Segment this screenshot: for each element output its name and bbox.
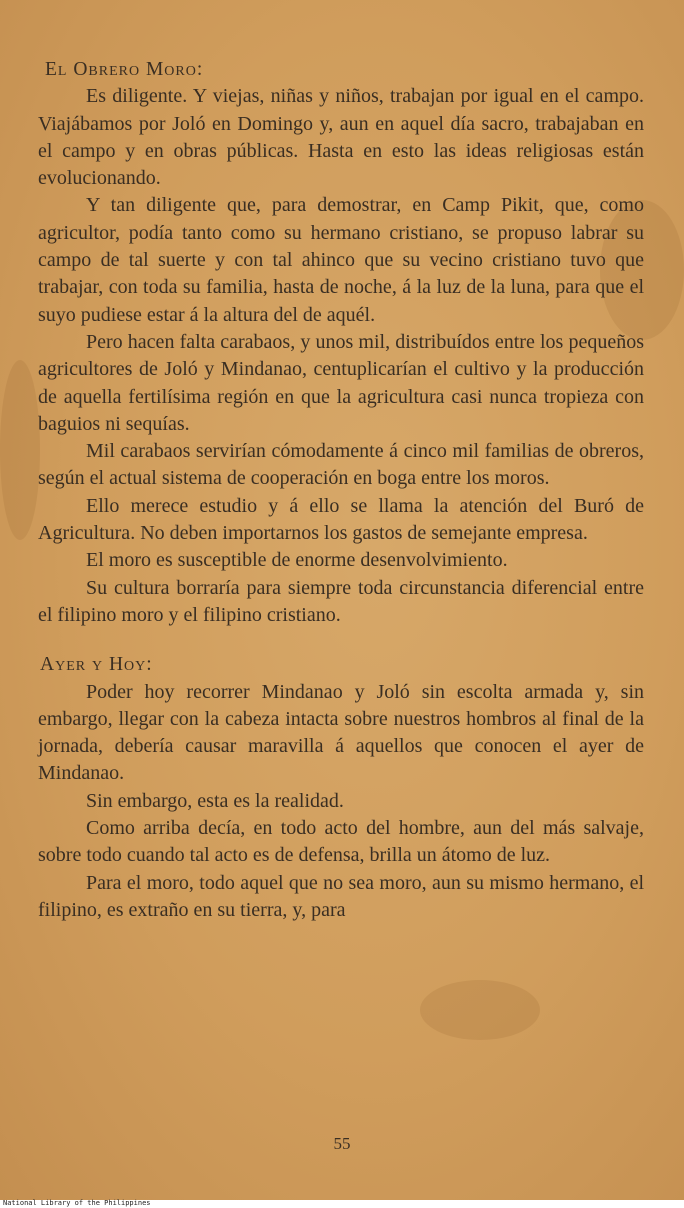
paragraph: Pero hacen falta carabaos, y unos mil, distribuídos entre los pequeños agricultores de Joló y Mindanao, centuplicarían el cultivo y la producción de aquella fertilísima región en que la agricultura casi nunca tropieza con baguios ni sequías.	[38, 330, 644, 435]
paragraph: Su cultura borraría para siempre toda circunstancia diferencial entre el filipino moro y el filipino cristiano.	[38, 576, 644, 626]
footer-bar	[0, 1200, 684, 1208]
paragraph: Sin embargo, esta es la realidad.	[86, 789, 344, 812]
stain	[420, 980, 540, 1040]
paragraph: Como arriba decía, en todo acto del hombre, aun del más salvaje, sobre todo cuando tal acto es de defensa, brilla un átomo de luz.	[38, 817, 644, 867]
section-heading: El Obrero Moro:	[45, 59, 204, 80]
paragraph: Ello merece estudio y á ello se llama la atención del Buró de Agricultura. No deben importarnos los gastos de semejante empresa.	[38, 494, 644, 545]
paragraph: Y tan diligente que, para demostrar, en Camp Pikit, que, como agricultor, podía tanto como su hermano cristiano, se propuso labrar su campo de tal suerte y con tal ahinco que su vecino cristiano tuvo que trabajar, con toda su familia, hasta de noche, á la luz de la luna, para que el suyo pudiese estar á la altura del de aquél.	[38, 194, 644, 326]
paragraph: Poder hoy recorrer Mindanao y Joló sin escolta armada y, sin embargo, llegar con la cabeza intacta sobre nuestros hombros al final de la jornada, debería causar maravilla á aquellos que conocen el ayer de Mindanao.	[38, 680, 644, 785]
page-number: 55	[333, 1134, 351, 1153]
section-heading: Ayer y Hoy:	[40, 654, 153, 676]
paragraph: Mil carabaos servirían cómodamente á cinco mil familias de obreros, según el actual sistema de cooperación en boga entre los moros.	[38, 440, 644, 490]
stain	[0, 360, 40, 540]
library-credit: National Library of the Philippines	[3, 1199, 151, 1207]
paragraph: Es diligente. Y viejas, niñas y niños, trabajan por igual en el campo. Viajábamos por Joló en Domingo y, aun en aquel día sacro, trabajaban en el campo y en obras públicas. Hasta en esto las ideas religiosas están evolucionando.	[38, 85, 644, 190]
paragraph: Para el moro, todo aquel que no sea moro, aun su mismo hermano, el filipino, es extraño en su tierra, y, para	[38, 871, 644, 921]
paragraph: El moro es susceptible de enorme desenvolvimiento.	[86, 549, 508, 572]
page-text	[38, 56, 644, 924]
